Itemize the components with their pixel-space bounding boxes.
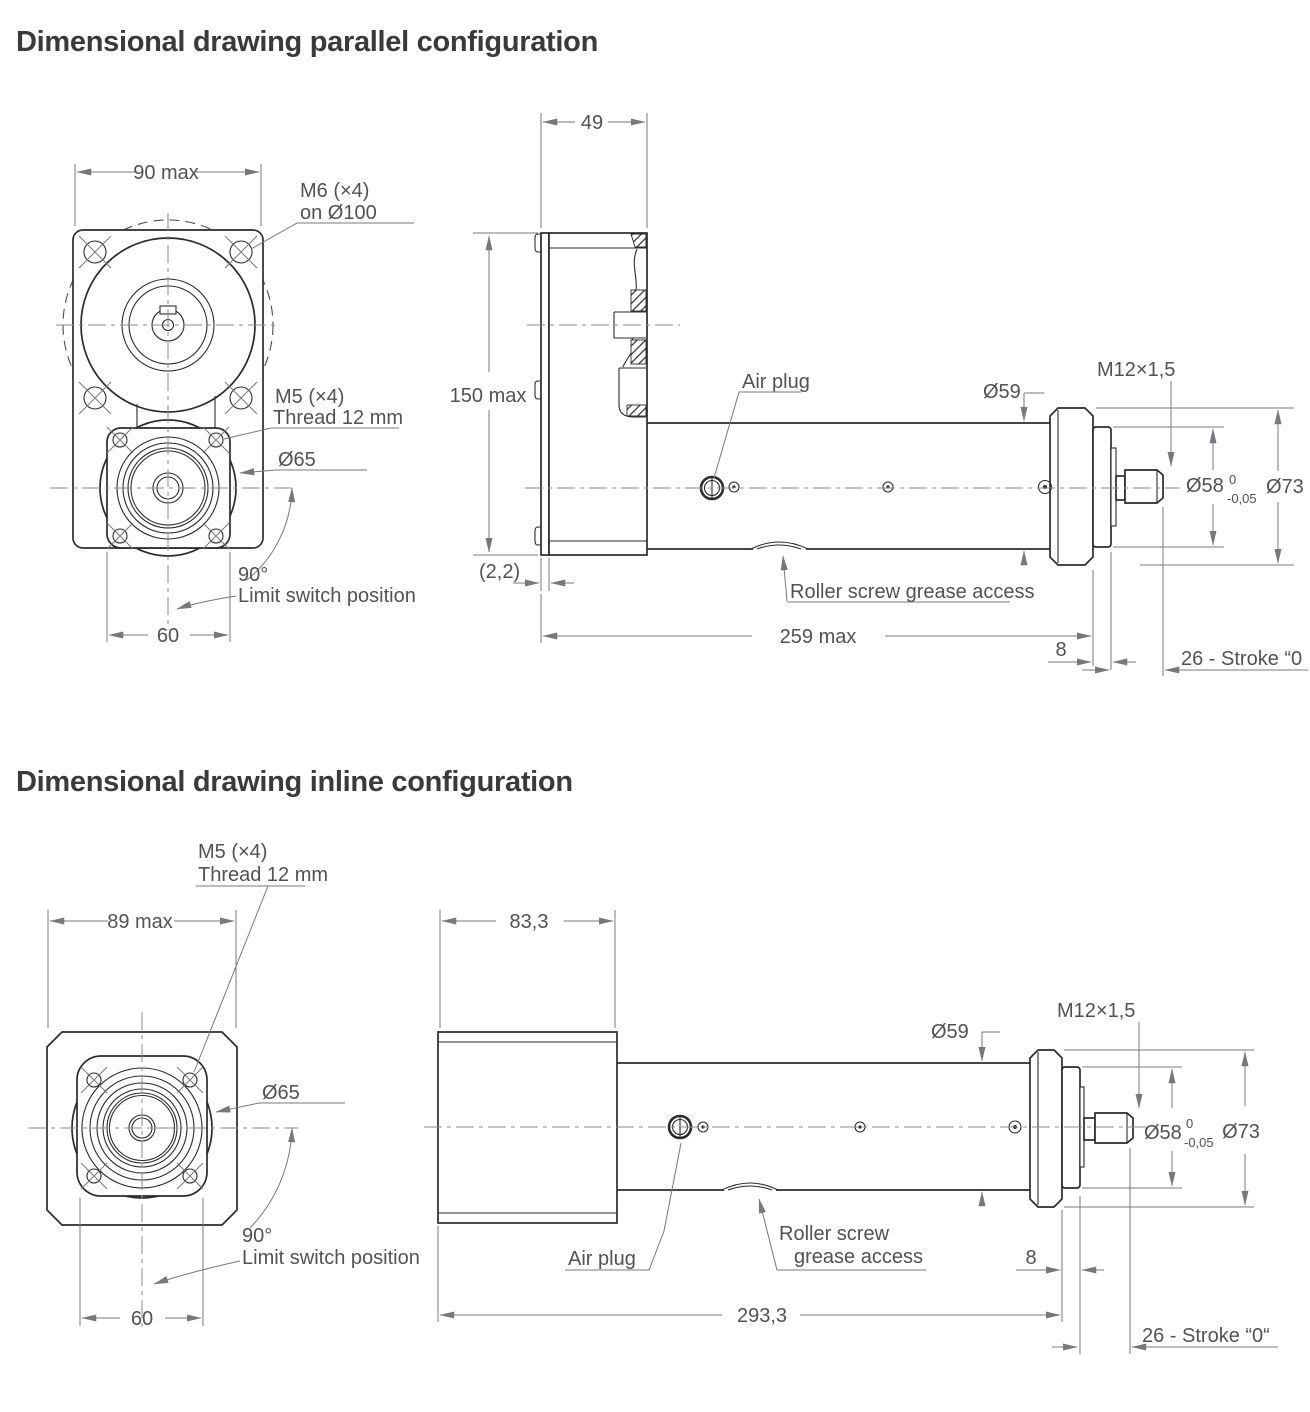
dia58-label: Ø58 [1144,1122,1182,1144]
inline-front-view [28,841,420,1332]
dim-89max-label: 89 max [107,911,173,933]
m5-label-line1: M5 (×4) [198,841,268,863]
dim-293-label: 293,3 [736,1305,788,1327]
m12-label: M12×1,5 [1057,1000,1136,1022]
dim-stroke [1052,1148,1278,1354]
dia73-label: Ø73 [1266,476,1304,498]
parallel-front-view [50,162,416,647]
dia65-label: Ø65 [262,1082,300,1104]
dia59-label: Ø59 [931,1021,969,1043]
section-title-inline: Dimensional drawing inline configuration [16,766,573,798]
label-air-plug [714,371,810,478]
dim-8-label: 8 [1025,1247,1037,1269]
limit-switch-label: Limit switch position [238,585,416,607]
air-plug-label: Air plug [742,371,810,393]
cylinder-tube [647,423,1050,549]
dia58-tol-upper: 0 [1229,472,1237,487]
dim-49 [541,112,647,228]
front-flange-collar [1050,408,1093,565]
front-flange-collar [1030,1050,1062,1207]
m5-label-line1: M5 (×4) [275,386,345,408]
m6-label-line1: M6 (×4) [300,180,370,202]
rod-guide [1093,427,1111,547]
stroke-label: 26 - Stroke “0“ [1142,1325,1270,1347]
grease-access-port [722,1183,778,1190]
dim-83-3 [440,910,615,1028]
m5-label-line2: Thread 12 mm [198,864,329,886]
m5-label-line2: Thread 12 mm [273,407,404,429]
tube-screws [729,481,1052,494]
grease-label-line2: grease access [794,1246,923,1268]
dim-8-label: 8 [1055,639,1067,661]
inline-side-view [424,910,1278,1354]
grease-label-line1: Roller screw [779,1223,890,1245]
dim-83-label: 83,3 [509,911,549,933]
mounting-plate [541,233,549,555]
air-plug-label: Air plug [568,1248,636,1270]
dia73-label: Ø73 [1222,1121,1260,1143]
belt-housing [549,233,647,555]
grease-access-label: Roller screw grease access [790,581,1035,603]
label-grease-access [759,1199,926,1270]
dim-dia59 [931,1021,1000,1206]
dim-49-label: 49 [580,112,604,134]
angle-90-label: 90° [238,564,269,586]
dim-8 [1048,552,1136,670]
parallel-side-view [450,112,1308,676]
dim-259max-label: 259 max [779,626,857,648]
dim-2-2 [479,558,574,591]
dia58-label: Ø58 [1186,475,1224,497]
angle-90-label: 90° [242,1225,273,1247]
label-grease-access [783,556,1035,603]
dim-stroke [1082,507,1308,676]
dim-60-label: 60 [156,625,180,647]
stroke-label: 26 - Stroke “0 [1181,648,1303,670]
dim-8 [1016,1196,1104,1354]
dim-2-2-label: (2,2) [479,561,521,583]
m12-label: M12×1,5 [1097,359,1176,381]
dim-150max-label: 150 max [449,385,527,407]
dia59-label: Ø59 [983,381,1021,403]
dia58-tol-lower: -0,05 [1184,1135,1214,1150]
dim-dia59 [983,381,1044,564]
dia58-tol-upper: 0 [1186,1116,1194,1131]
label-m6 [251,180,414,249]
dim-150-max [450,233,538,555]
dim-90max-label: 90 max [133,162,199,184]
dim-60-label: 60 [130,1308,154,1330]
dim-293-3 [438,1226,1060,1327]
limit-switch-label: Limit switch position [242,1247,420,1269]
grease-access-port [751,542,808,549]
dim-89-max [48,910,236,1028]
dia65-label: Ø65 [278,449,316,471]
dia58-tol-lower: -0,05 [1227,491,1257,506]
m6-label-line2: on Ø100 [300,202,377,224]
section-title-parallel: Dimensional drawing parallel configuration [16,26,598,58]
